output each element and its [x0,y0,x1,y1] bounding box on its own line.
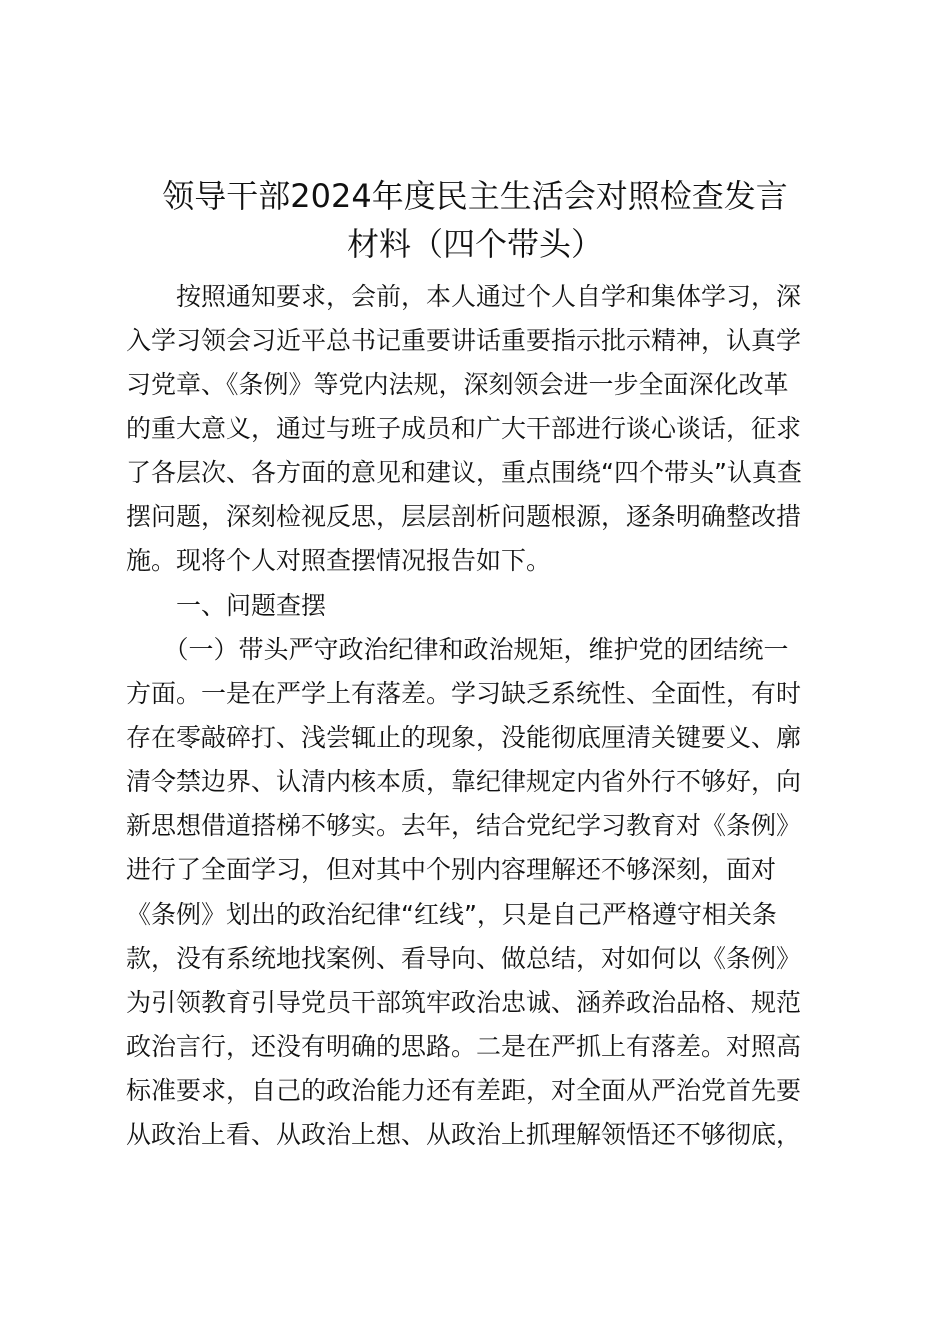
body-line: 进行了全面学习，但对其中个别内容理解还不够深刻，面对 [126,855,777,884]
section-heading: 一、问题查摆 [126,591,327,620]
body-line: 方面。一是在严学上有落差。学习缺乏系统性、全面性，有时 [126,679,802,708]
body-line: 政治言行，还没有明确的思路。二是在严抓上有落差。对照高 [126,1032,802,1061]
body-line: 新思想借道搭梯不够实。去年，结合党纪学习教育对《条例》 [126,811,802,840]
body-line: 的重大意义，通过与班子成员和广大干部进行谈心谈话，征求 [126,414,802,443]
body-line: （一）带头严守政治纪律和政治规矩，维护党的团结统一 [126,635,789,664]
body-line: 从政治上看、从政治上想、从政治上抓理解领悟还不够彻底， [126,1120,802,1149]
body-line: 摆问题，深刻检视反思，层层剖析问题根源，逐条明确整改措 [126,502,802,531]
body-line: 清令禁边界、认清内核本质，靠纪律规定内省外行不够好，向 [126,767,802,796]
body-line: 标准要求，自己的政治能力还有差距，对全面从严治党首先要 [126,1076,802,1105]
body-line: 入学习领会习近平总书记重要讲话重要指示批示精神，认真学 [126,326,802,355]
body-line: 款，没有系统地找案例、看导向、做总结，对如何以《条例》 [126,944,802,973]
body-line: 存在零敲碎打、浅尝辄止的现象，没能彻底厘清关键要义、廓 [126,723,802,752]
body-line: 《条例》划出的政治纪律“红线”，只是自己严格遵守相关条 [126,900,777,929]
body-line: 为引领教育引导党员干部筑牢政治忠诚、涵养政治品格、规范 [126,988,802,1017]
body-line: 了各层次、各方面的意见和建议，重点围绕“四个带头”认真查 [126,458,802,487]
document-title-line-1: 领导干部2024年度民主生活会对照检查发言 [162,177,788,215]
document-title-line-2: 材料（四个带头） [346,225,603,263]
body-line: 习党章、《条例》等党内法规，深刻领会进一步全面深化改革 [126,370,789,399]
body-line: 按照通知要求，会前，本人通过个人自学和集体学习，深 [126,282,802,311]
body-line: 施。现将个人对照查摆情况报告如下。 [126,546,552,575]
